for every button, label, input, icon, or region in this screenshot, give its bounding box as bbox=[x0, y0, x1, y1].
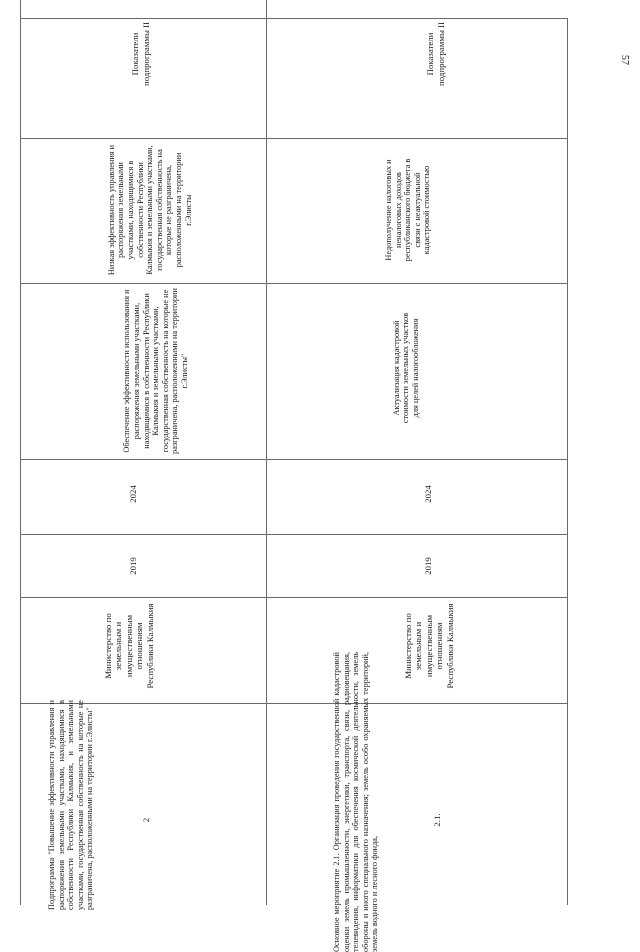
column-divider-name-executor bbox=[20, 597, 567, 598]
row2-start-year: 2019 bbox=[127, 557, 138, 575]
row2-indicators: Показатели подпрограммы II bbox=[130, 22, 151, 86]
row21-right-border bbox=[567, 18, 568, 905]
row2-name: Подпрограмма "Повышение эффективности управления и распоряжения земельными участками, находящимися в собственности Республики Калмыкия, и земельными участками, государственная собственность на которые не разграничена, расположенными на территории г.Элисты" bbox=[47, 700, 95, 910]
row21-start-year: 2019 bbox=[422, 557, 433, 575]
row2-consequence: Низкая эффективность управления и распоряжения земельными участками, находящимися в собственности Республики Калмыкия и земельными участками, государственная собственность на которые не разграничена, расположенными на территории г.Элисты bbox=[106, 144, 193, 276]
row21-consequence: Недополучение налоговых и неналоговых доходов республиканского бюджета в связи с неактуальной кадастровой стоимостью bbox=[383, 158, 432, 262]
row21-end-year: 2024 bbox=[422, 485, 433, 503]
row2-end-year: 2024 bbox=[127, 485, 138, 503]
page-number: 57 bbox=[619, 55, 630, 65]
column-divider-executor-start bbox=[20, 534, 567, 535]
row21-indicators: Показатели подпрограммы II bbox=[425, 22, 446, 86]
row2-number: 2 bbox=[140, 817, 151, 823]
column-divider-end-result bbox=[20, 283, 567, 284]
row2-executor: Министерство по земельным и имущественным отношениям Республики Калмыкия bbox=[102, 603, 155, 689]
table-top-border bbox=[20, 18, 567, 19]
row21-result: Актуализация кадастровой стоимости земельных участков для целей налогообложения bbox=[391, 312, 420, 424]
row-divider-2-21 bbox=[266, 0, 267, 905]
row21-name: Основное мероприятие 2.1. Организация проведения государственной кадастровой оценки земель промышленности, энергетики, транспорта, связи, радиовещания, телевидения, информатики для обеспечения космической деятельности, земель обороны и иного специального назначения; земель особо охраняемых территорий, земель водного и лесного фонда, bbox=[332, 652, 380, 952]
row21-number: 2.1. bbox=[431, 813, 442, 827]
row2-result: Обеспечение эффективности использования и распоряжения земельными участками, находящимися в собственности Республики Калмыкия и земельными участками, государственная собственность на которые не разграничена, расположенными на территории г.Элисты" bbox=[122, 288, 190, 454]
column-divider-start-end bbox=[20, 459, 567, 460]
column-divider-result-consequence bbox=[20, 138, 567, 139]
row2-left-border bbox=[20, 0, 21, 905]
row21-executor: Министерство по земельным и имущественным отношениям Республики Калмыкия bbox=[402, 603, 455, 689]
